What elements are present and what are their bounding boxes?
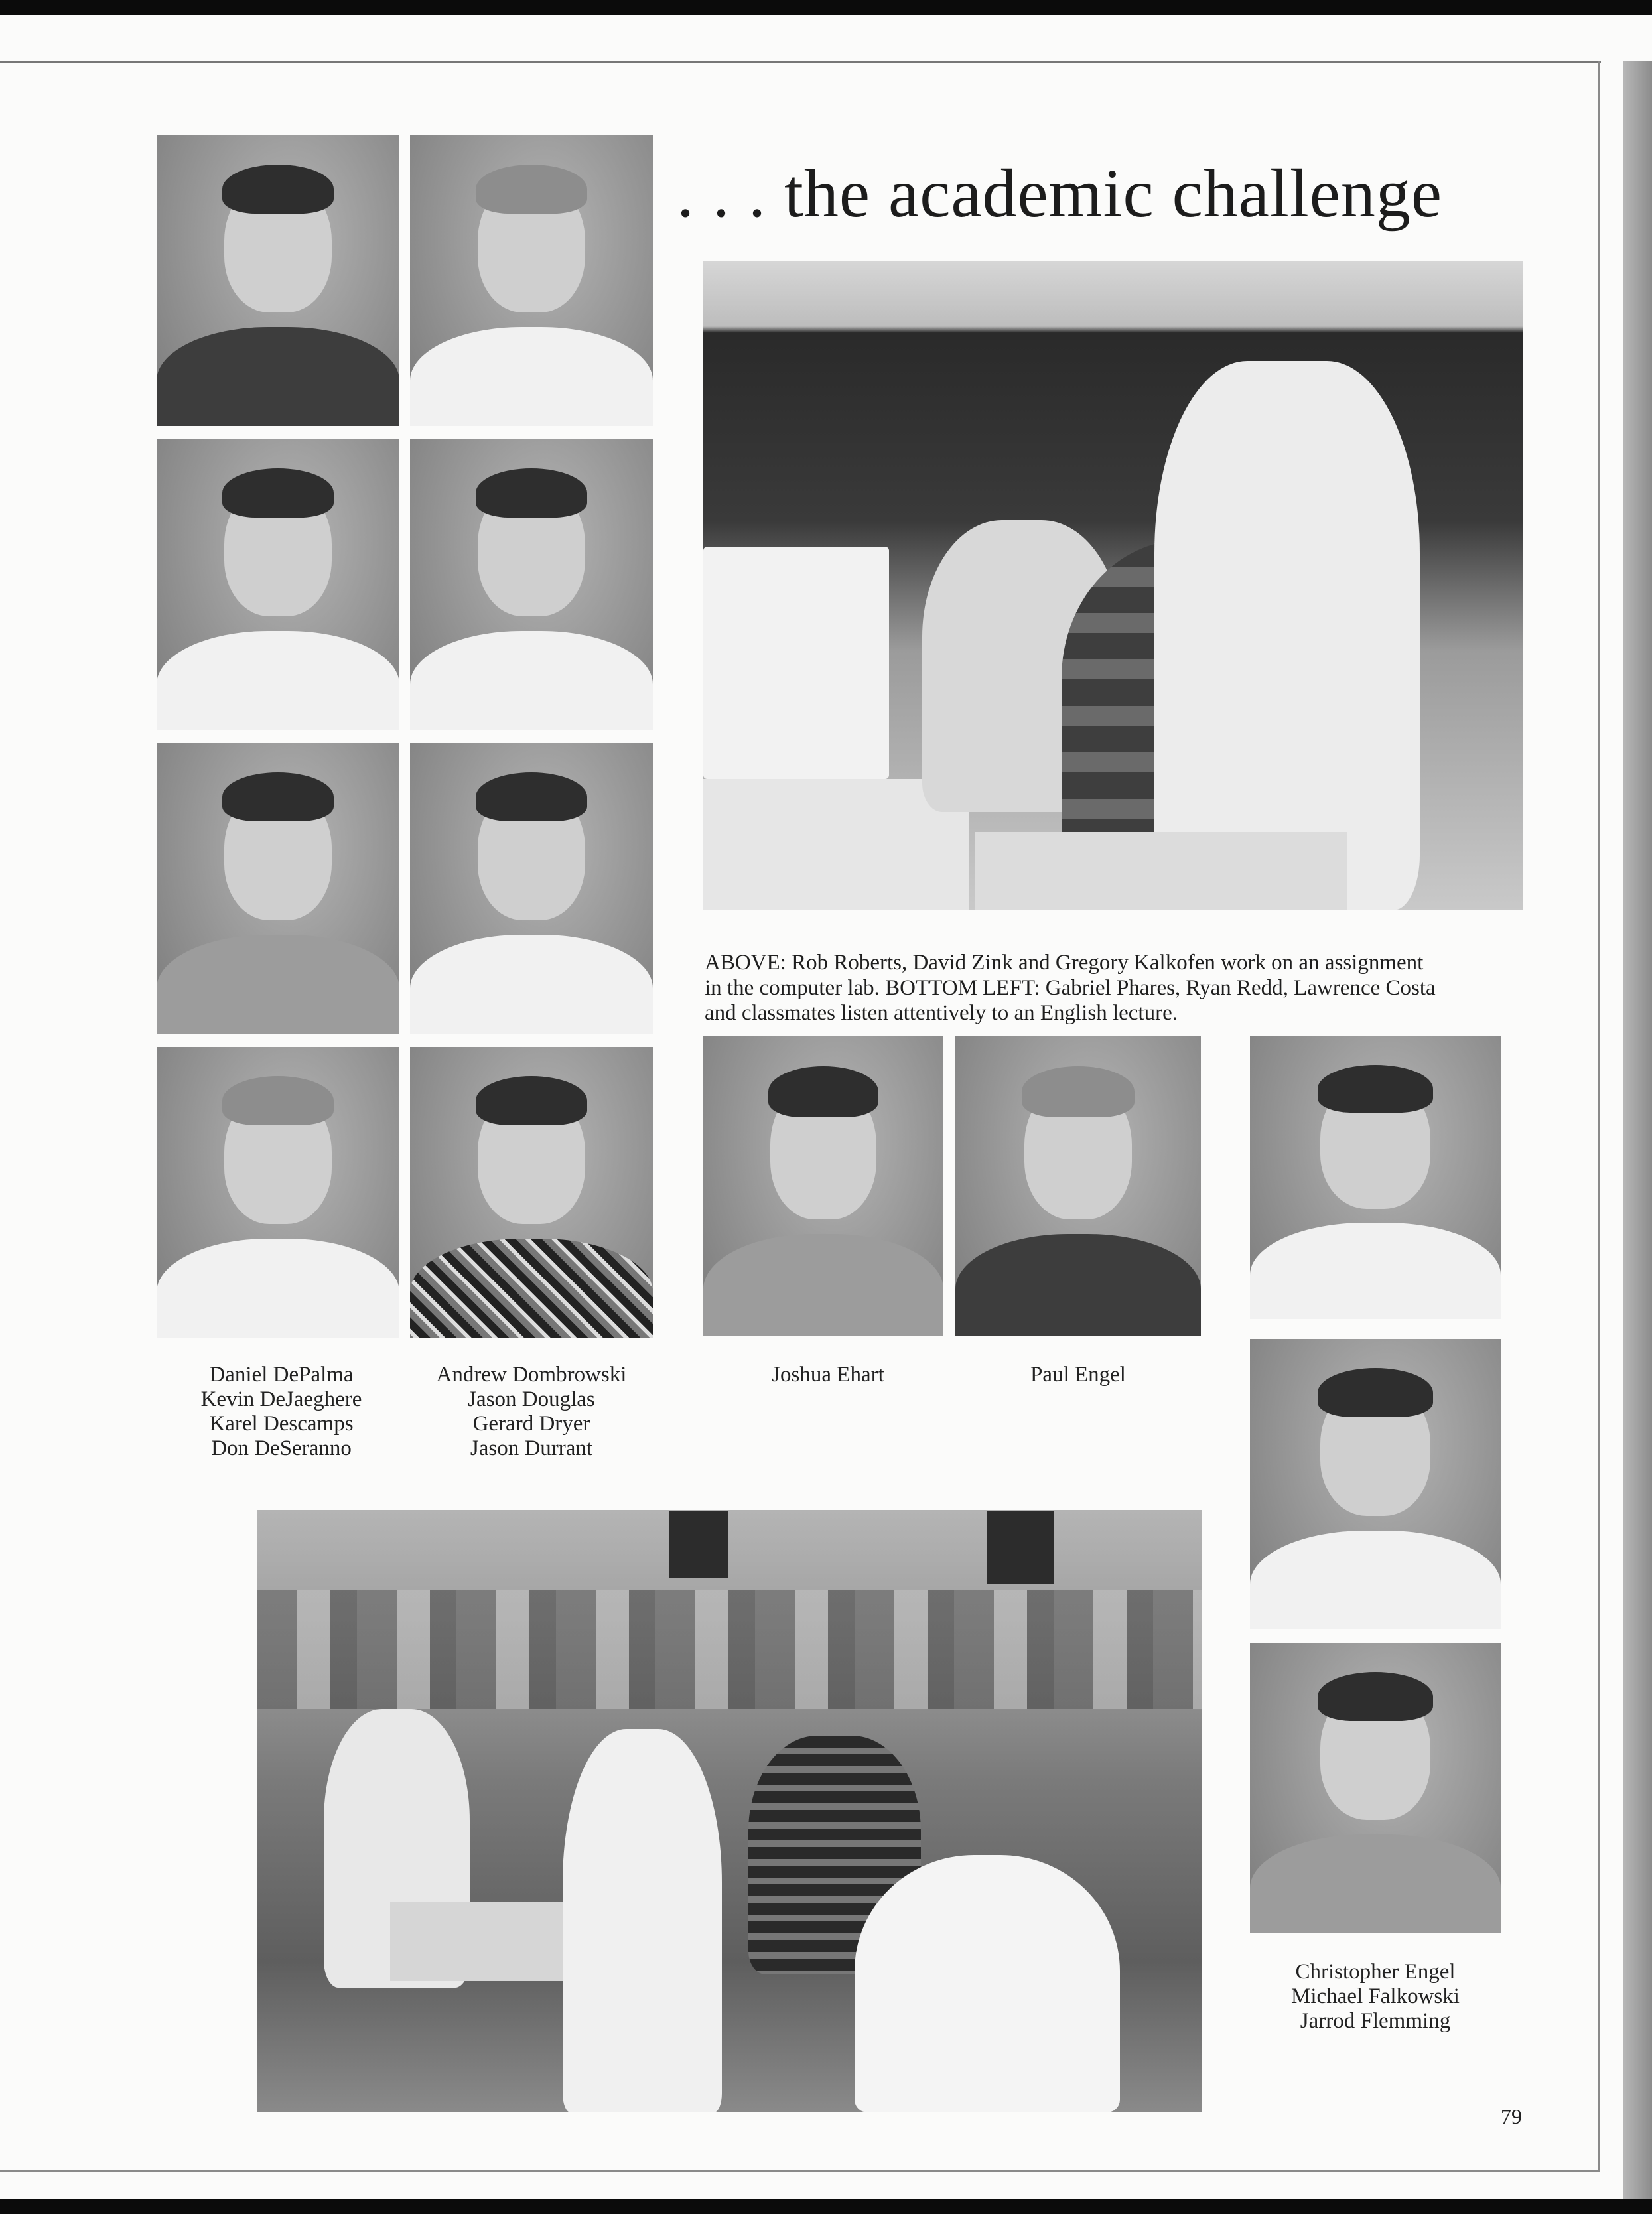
background-students [257,1590,1202,1709]
portrait-kevin-dejaeghere [157,439,399,730]
names-column-1 [157,1363,406,1461]
portrait-gerard-dryer [410,743,653,1034]
photo-caption: ABOVE: Rob Roberts, David Zink and Gregory Kalkofen work on an assignment in the computer lab. BOTTOM LEFT: Gabriel Phares, Ryan Redd, Lawrence Costa and classmates listen attentively to an English lecture. [705,951,1436,1025]
student-name: Don DeSeranno [211,1436,352,1460]
portrait-michael-falkowski [1250,1339,1501,1629]
names-column-4 [955,1363,1201,1387]
portrait-andrew-dombrowski-row1 [410,135,653,426]
student-name: Jarrod Flemming [1300,2009,1451,2033]
portrait-karel-descamps [157,743,399,1034]
english-lecture-photo [257,1510,1202,2112]
student-name: Michael Falkowski [1291,1984,1460,2008]
student-name: Joshua Ehart [772,1363,884,1387]
top-border-rule [0,61,1601,63]
student-name: Jason Douglas [468,1387,595,1411]
yearbook-page [0,15,1652,2199]
wall-poster [669,1511,728,1578]
textbook-stack [390,1902,563,1981]
portrait-jason-douglas [410,439,653,730]
bottom-border-rule [0,2170,1600,2172]
lab-desk [975,832,1347,910]
student-name: Kevin DeJaeghere [200,1387,362,1411]
portrait-jason-durrant [410,1047,653,1338]
student-reading [563,1729,722,2112]
portrait-daniel-depalma [157,135,399,426]
computer-monitor [703,547,889,779]
student-name: Karel Descamps [209,1412,354,1436]
wall-poster [987,1511,1054,1584]
student-name: Gerard Dryer [472,1412,590,1436]
names-column-3 [703,1363,953,1387]
page-edge-shadow [1623,61,1652,2199]
right-border-rule [1598,61,1600,2171]
student-name: Paul Engel [1030,1363,1126,1387]
student-name: Andrew Dombrowski [436,1363,627,1387]
names-column-2 [410,1363,653,1461]
page-title: . . . the academic challenge [677,155,1443,232]
portrait-don-deseranno [157,1047,399,1338]
page-number: 79 [1501,2105,1522,2128]
portrait-joshua-ehart [703,1036,943,1336]
student-name: Jason Durrant [470,1436,593,1460]
portrait-jarrod-flemming [1250,1643,1501,1933]
portrait-christopher-engel [1250,1036,1501,1319]
student-name: Christopher Engel [1295,1960,1456,1984]
portrait-paul-engel [955,1036,1201,1336]
student-foreground-glasses [855,1855,1120,2112]
student-name: Daniel DePalma [209,1363,354,1387]
names-column-5 [1250,1960,1501,2034]
computer-lab-photo [703,261,1523,910]
student-standing [1154,361,1420,910]
